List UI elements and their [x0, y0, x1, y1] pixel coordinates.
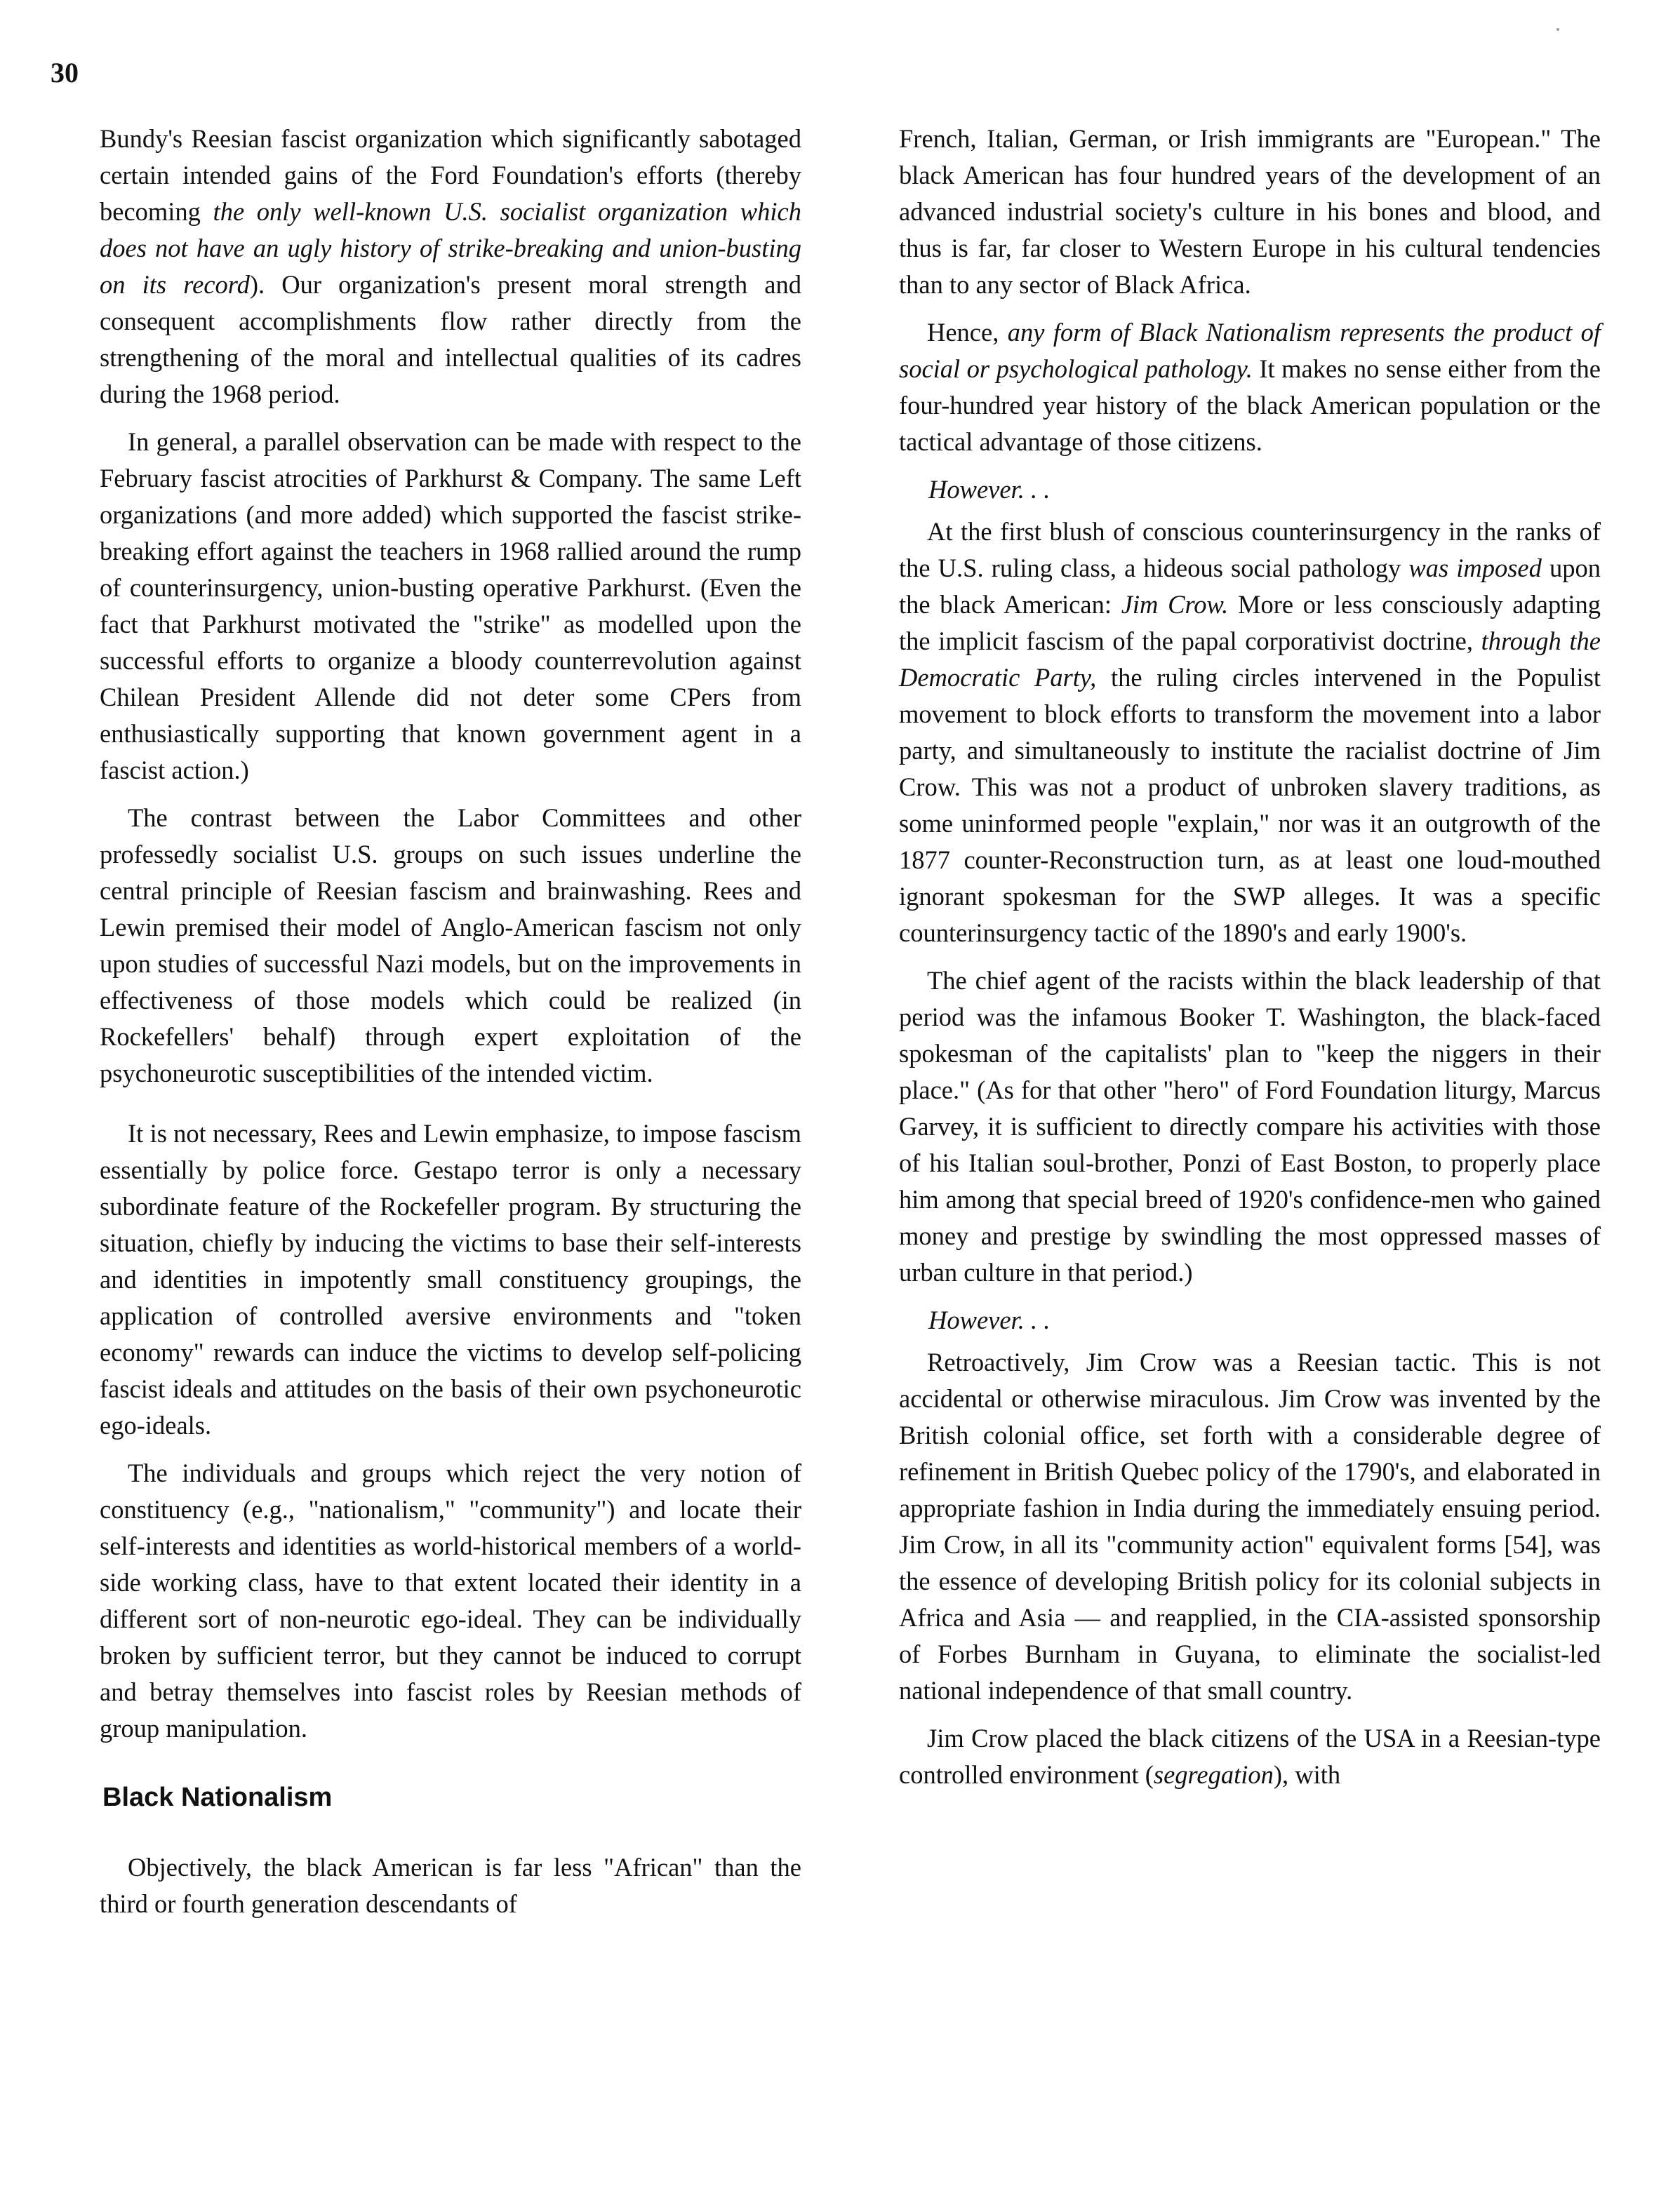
paragraph: [899, 514, 1601, 951]
paragraph-text: the ruling circles intervened in the Populist movement to block efforts to transform the movement into a labor party, and simultaneously to institute the racialist doctrine of Jim Crow. This was not a product of unbroken slavery traditions, as some uninformed people "explain," nor was it an outgrowth of the 1877 counter-Reconstruction turn, as at least one loud-mouthed ignorant spokesman for the SWP alleges. It was a specific counterinsurgency tactic of the 1890's and early 1900's.: [899, 663, 1601, 947]
paragraph: It is not necessary, Rees and Lewin emphasize, to impose fascism essentially by police force. Gestapo terror is only a necessary subordinate feature of the Rockefeller program. By structuring the situation, chiefly by inducing the victims to base their self-interests and identities in impotently small constituency groupings, the application of controlled aversive environments and "token economy" rewards can induce the victims to develop self-policing fascist ideals and attitudes on the basis of their own psychoneurotic ego-ideals.: [100, 1119, 801, 1440]
emphasized-text: Jim Crow.: [1121, 590, 1229, 619]
paragraph-text: upon the black American:: [899, 554, 1601, 619]
emphasized-text: was imposed: [1408, 554, 1542, 582]
paragraph-text: Hence,: [927, 318, 1008, 347]
scan-speck: [1556, 28, 1559, 31]
emphasized-text: the only well-known U.S. socialist organization which does not have an ugly history of strike-breaking and union-busting on its record: [100, 197, 801, 299]
paragraph: The chief agent of the racists within the black leadership of that period was the infamous Booker T. Washington, the black-faced spokesman of the capitalists' plan to "keep the niggers in their place." (As for that other "hero" of Ford Foundation liturgy, Marcus Garvey, it is sufficient to directly compare his activities with those of his Italian soul-brother, Ponzi of East Boston, to properly place him among that special breed of 1920's confidence-men who gained money and prestige by swindling the most oppressed masses of urban culture in that period.): [899, 966, 1601, 1287]
however-line: However. . .: [928, 475, 1051, 504]
paragraph: In general, a parallel observation can be made with respect to the February fascist atrocities of Parkhurst & Company. The same Left organizations (and more added) which supported the fascist strike-breaking effort against the teachers in 1968 rallied around the rump of counterinsurgency, union-busting operative Parkhurst. (Even the fact that Parkhurst motivated the "strike" as modelled upon the successful efforts to organize a bloody counterrevolution against Chilean President Allende did not deter some CPers from enthusiastically supporting that known government agent in a fascist action.): [100, 427, 801, 784]
paragraph: The individuals and groups which reject the very notion of constituency (e.g., "nationalism," "community") and locate their self-interests and identities as world-historical members of a world-side working class, have to that extent located their identity in a different sort of non-neurotic ego-ideal. They can be individually broken by sufficient terror, but they cannot be induced to corrupt and betray themselves into fascist roles by Reesian methods of group manipulation.: [100, 1459, 801, 1743]
paragraph-text: At the first blush of conscious counterinsurgency in the ranks of the U.S. ruling class, a hideous social pathology: [899, 517, 1601, 582]
paragraph-text: Bundy's Reesian fascist organization which significantly sabotaged certain intended gains of the Ford Foundation's efforts (thereby becoming: [100, 124, 801, 226]
paragraph-text: ). Our organization's present moral strength and consequent accomplishments flow rather directly from the strengthening of the moral and intellectual qualities of its cadres during the 1968 period.: [100, 270, 801, 408]
paragraph: Objectively, the black American is far less "African" than the third or fourth generation descendants of: [100, 1852, 801, 1918]
emphasized-text: through the Democratic Party,: [899, 626, 1601, 692]
paragraph: The contrast between the Labor Committees and other professedly socialist U.S. groups on such issues underline the central principle of Reesian fascism and brainwashing. Rees and Lewin premised their model of Anglo-American fascism not only upon studies of successful Nazi models, but on the improvements in effectiveness of those models which could be realized (in Rockefellers' behalf) through expert exploitation of the psychoneurotic susceptibilities of the intended victim.: [100, 803, 801, 1087]
paragraph: [899, 314, 1601, 460]
page-number: 30: [51, 57, 79, 88]
paragraph: [899, 1720, 1601, 1793]
paragraph-text: Jim Crow placed the black citizens of the USA in a Reesian-type controlled environment (: [899, 1724, 1601, 1789]
paragraph: French, Italian, German, or Irish immigrants are "European." The black American has four hundred years of the development of an advanced industrial society's culture in his bones and blood, and thus is far, far closer to Western Europe in his cultural tendencies than to any sector of Black Africa.: [899, 124, 1601, 299]
paragraph: [100, 121, 801, 413]
paragraph: Retroactively, Jim Crow was a Reesian tactic. This is not accidental or otherwise miraculous. Jim Crow was invented by the British colonial office, set forth with a considerable degree of refinement in British Quebec policy of the 1790's, and elaborated in appropriate fashion in India during the immediately ensuing period. Jim Crow, in all its "community action" equivalent forms [54], was the essence of developing British policy for its colonial subjects in Africa and Asia — and reapplied, in the CIA-assisted sponsorship of Forbes Burnham in Guyana, to eliminate the socialist-led national independence of that small country.: [899, 1348, 1601, 1705]
paragraph-text: It makes no sense either from the four-hundred year history of the black American population or the tactical advantage of those citizens.: [899, 354, 1601, 456]
emphasized-text: any form of Black Nationalism represents the product of social or psychological pathology.: [899, 318, 1601, 383]
paragraph-text: ), with: [1273, 1760, 1341, 1789]
right-column: [899, 121, 1601, 1804]
section-heading: Black Nationalism: [102, 1783, 333, 1812]
emphasized-text: segregation: [1153, 1760, 1274, 1789]
left-column: [100, 121, 801, 1933]
paragraph-text: More or less consciously adapting the implicit fascism of the papal corporativist doctrine,: [899, 590, 1601, 655]
however-line: However. . .: [928, 1306, 1051, 1334]
